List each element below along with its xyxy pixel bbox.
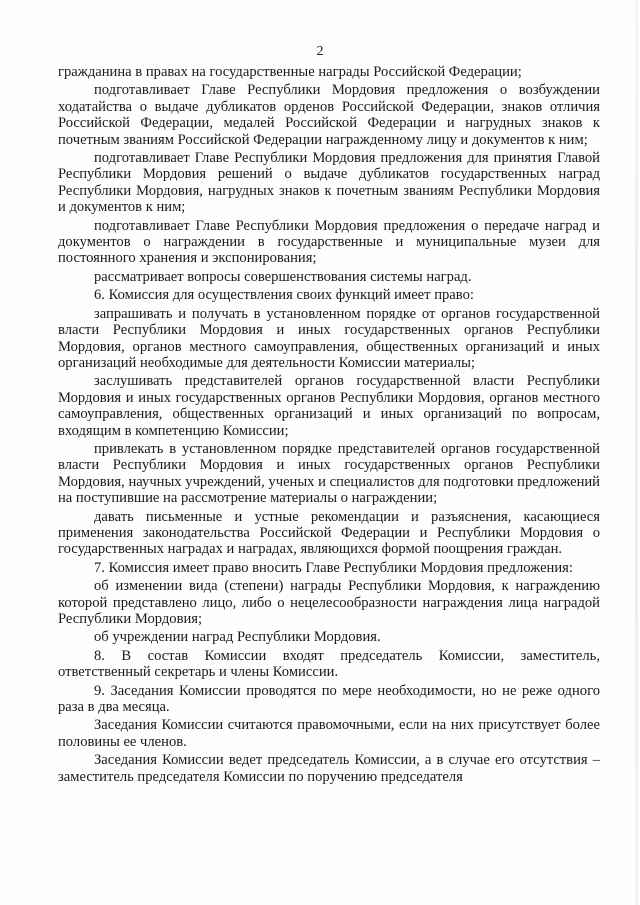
paragraph-11: 7. Комиссия имеет право вносить Главе Республики Мордовия предложения: xyxy=(94,559,573,576)
paragraph-10: давать письменные и устные рекомендации и разъяснения, касающиеся применения законодательства Российской Федерации и Республики Мордовия о государственных наградах и наградах, являющихся формой поощрения граждан. xyxy=(58,508,600,558)
paragraph-17: Заседания Комиссии ведет председатель Комиссии, а в случае его отсутствия – заместитель председателя Комиссии по поручению председателя xyxy=(58,752,600,785)
paragraph-4: подготавливает Главе Республики Мордовия предложения о передаче наград и документов о награждении в государственные и муниципальные музеи для постоянного хранения и экспонирования; xyxy=(58,217,600,267)
page-number: 2 xyxy=(316,44,324,59)
paragraph-16: Заседания Комиссии считаются правомочными, если на них присутствует более половины ее членов. xyxy=(58,717,600,750)
paragraph-15: 9. Заседания Комиссии проводятся по мере необходимости, но не реже одного раза в два месяца. xyxy=(58,682,600,716)
scan-edge-shadow xyxy=(635,0,638,905)
document-body xyxy=(58,64,600,787)
paragraph-12: об изменении вида (степени) награды Республики Мордовия, к награждению которой представлено лицо, либо о нецелесообразности награждения лица наградой Республики Мордовия; xyxy=(58,578,600,627)
paragraph-13: об учреждении наград Республики Мордовия. xyxy=(94,629,381,646)
paragraph-5: рассматривает вопросы совершенствования системы наград. xyxy=(94,268,472,285)
paragraph-3: подготавливает Главе Республики Мордовия предложения для принятия Главой Республики Мордовия решений о выдаче дубликатов государственных наград Республики Мордовия, нагрудных знаков к почетным званиям Республики Мордовия и документов к ним; xyxy=(58,150,600,216)
paragraph-14: 8. В состав Комиссии входят председатель Комиссии, заместитель, ответственный секретарь и члены Комиссии. xyxy=(58,647,600,681)
paragraph-6: 6. Комиссия для осуществления своих функций имеет право: xyxy=(94,287,474,304)
paragraph-7: запрашивать и получать в установленном порядке от органов государственной власти Республики Мордовия и иных государственных органов Республики Мордовия, органов местного самоуправления, общественных организаций и иных организаций необходимые для деятельности Комиссии материалы; xyxy=(58,305,600,371)
paragraph-9: привлекать в установленном порядке представителей органов государственной власти Республики Мордовия и иных государственных органов Республики Мордовия, научных учреждений, ученых и специалистов для подготовки предложений на поступившие на рассмотрение материалы о награждении; xyxy=(58,440,600,507)
paragraph-8: заслушивать представителей органов государственной власти Республики Мордовия и иных государственных органов Республики Мордовия, органов местного самоуправления, общественных организаций и иных организаций по вопросам, входящим в компетенцию Комиссии; xyxy=(58,373,600,439)
paragraph-1: гражданина в правах на государственные награды Российской Федерации; xyxy=(58,64,522,80)
paragraph-2: подготавливает Главе Республики Мордовия предложения о возбуждении ходатайства о выдаче дубликатов орденов Российской Федерации, знаков отличия Российской Федерации, медалей Российской Федерации и нагрудных знаков к почетным званиям Российской Федерации награжденному лицу и документов к ним; xyxy=(58,82,600,148)
